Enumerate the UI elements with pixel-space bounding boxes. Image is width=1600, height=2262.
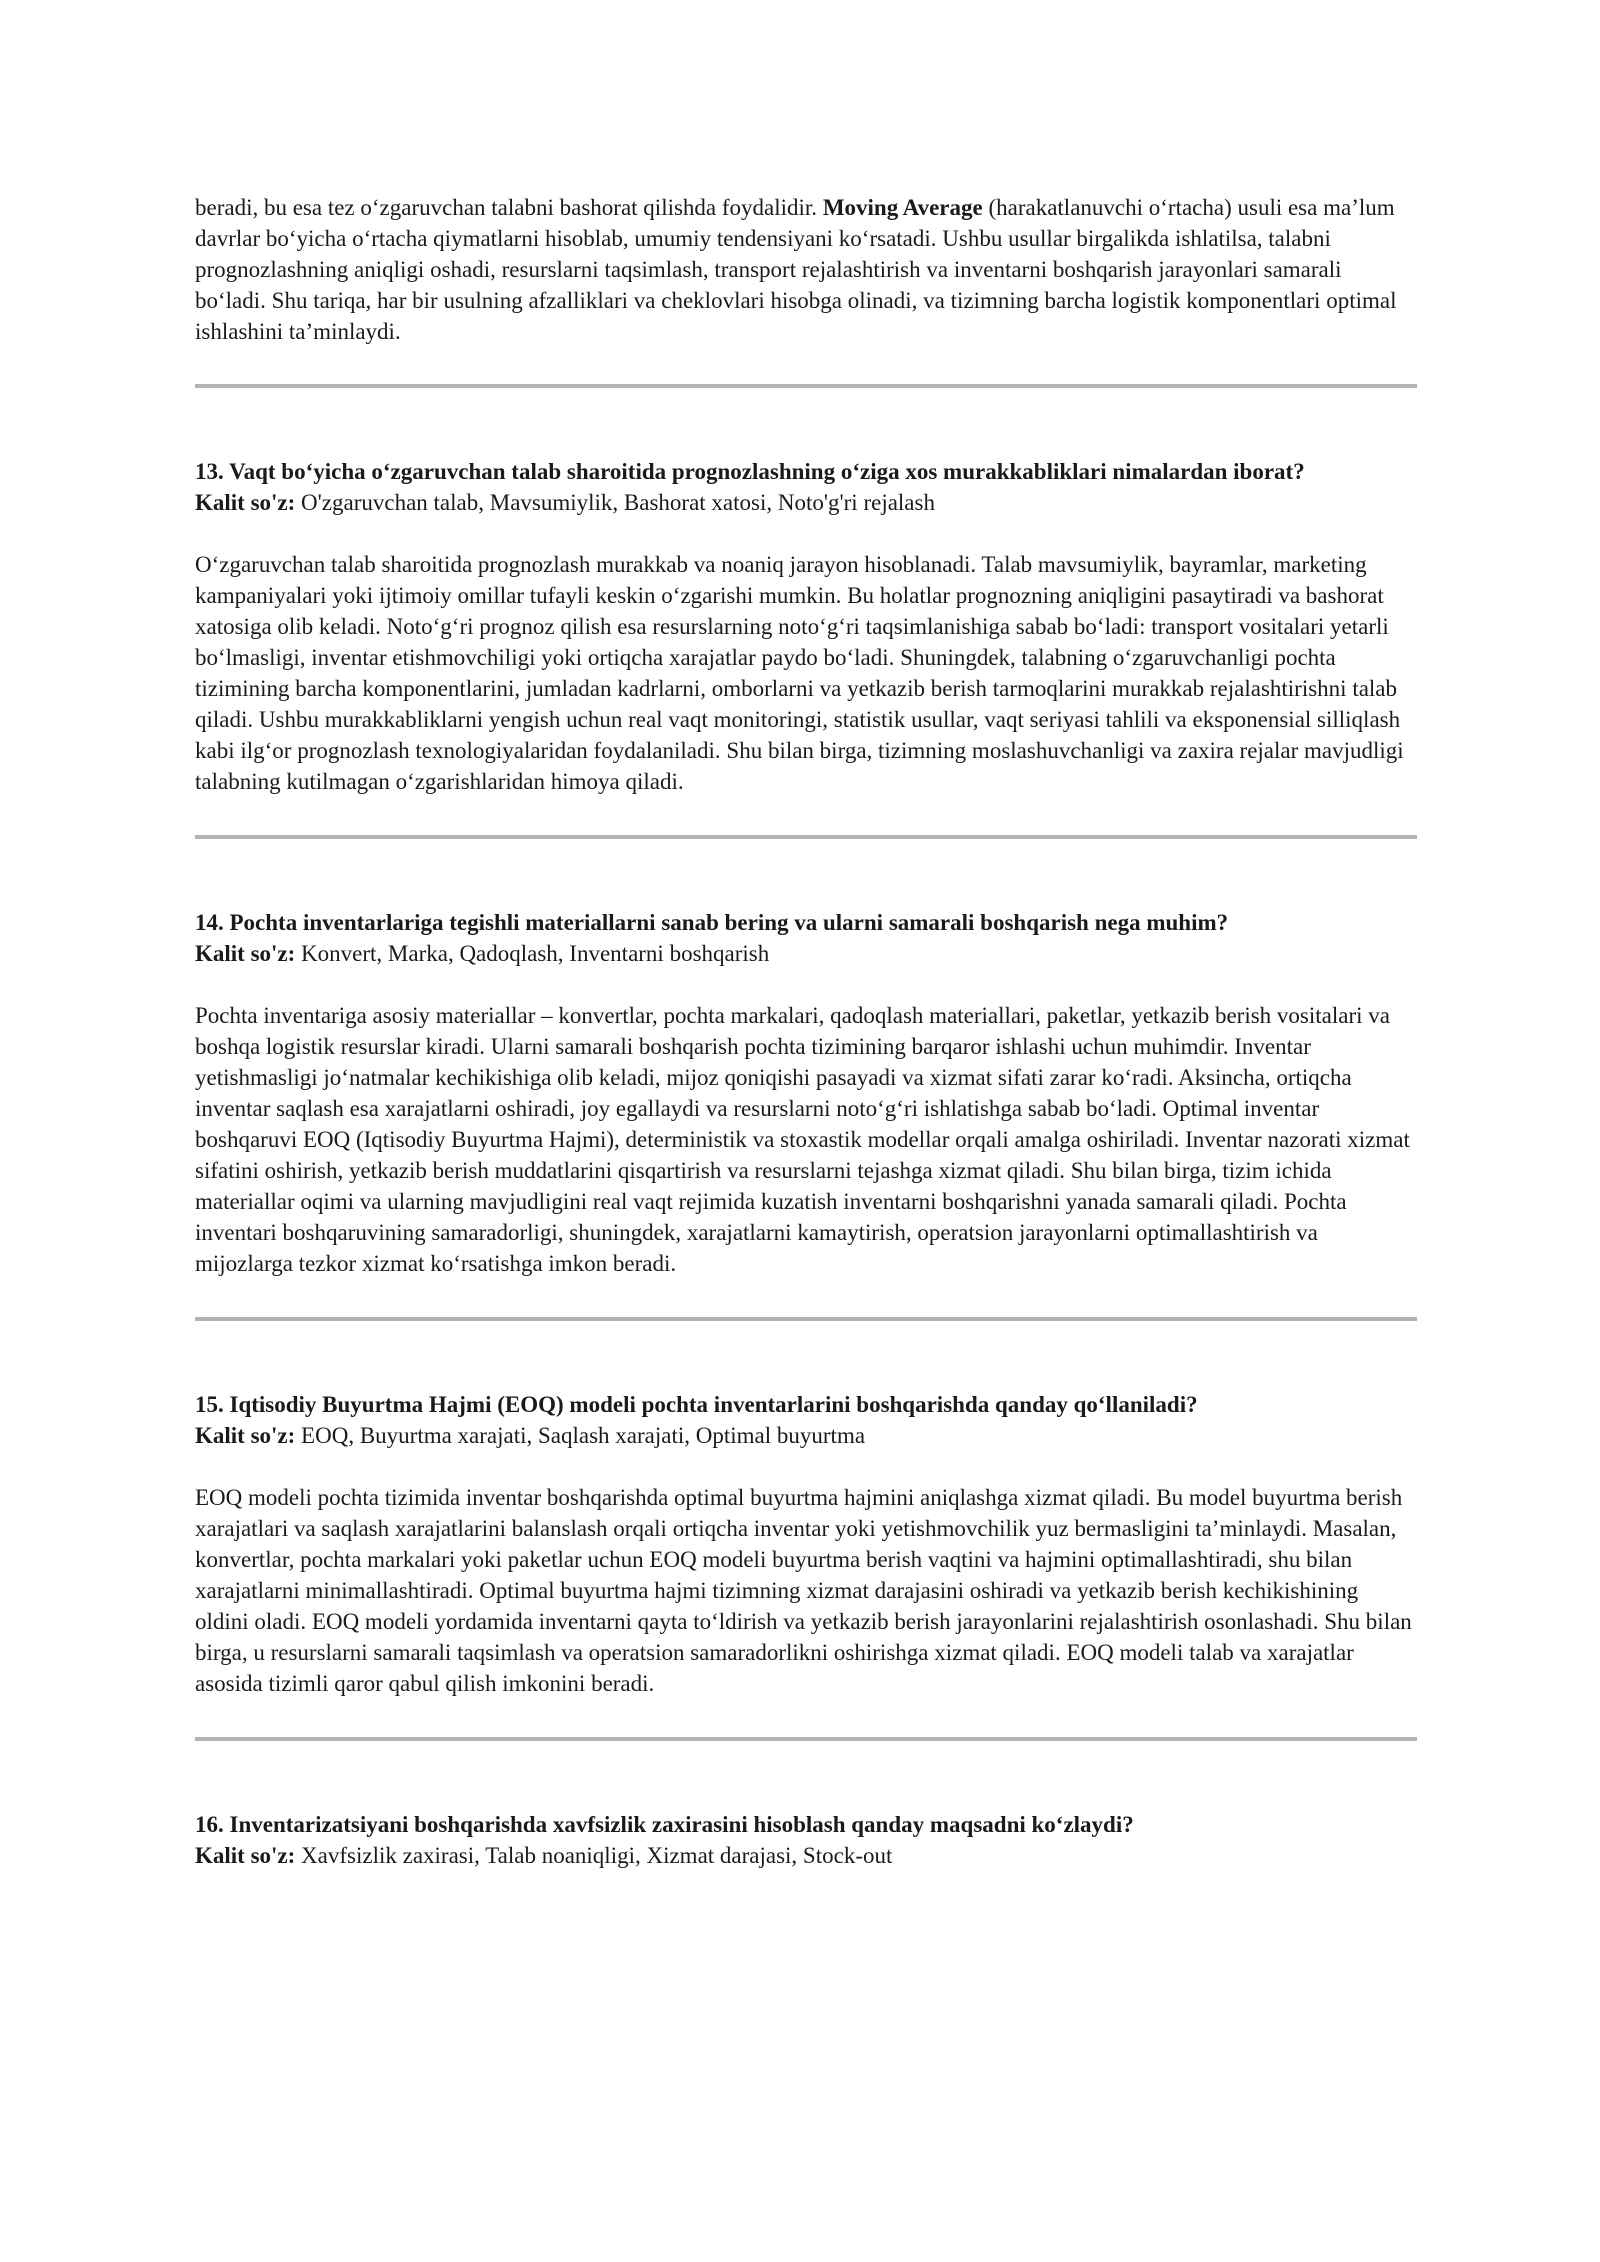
intro-text-part2: (harakatlanuvchi o‘rtacha) usuli esa ma’lum davrlar bo‘yicha o‘rtacha qiymatlarni hisoblab, umumiy tendensiyani ko‘rsatadi. Ushbu usullar birgalikda ishlatilsa, talabni prognozlashning aniqligi oshadi, resurslarni taqsimlash, transport rejalashtirish va inventarni boshqarish jarayonlari samarali bo‘ladi. Shu tariqa, har bir usulning afzalliklari va cheklovlari hisobga olinadi, va tizimning barcha logistik komponentlari optimal ishlashini ta’minlaydi. [195,195,1397,344]
question-title: 16. Inventarizatsiyani boshqarishda xavfsizlik zaxirasini hisoblash qanday maqsadni ko‘zlaydi? [195,1812,1134,1837]
section-divider [195,835,1417,839]
keywords-value: O'zgaruvchan talab, Mavsumiylik, Bashorat xatosi, Noto'g'ri rejalash [295,490,935,515]
keywords-label: Kalit so'z: [195,1423,296,1448]
question-section-16 [195,1809,1417,1871]
answer-text: Pochta inventariga asosiy materiallar – konvertlar, pochta markalari, qadoqlash materiallari, paketlar, yetkazib berish vositalari va boshqa logistik resurslar kiradi. Ularni samarali boshqarish pochta tizimining barqaror ishlashi uchun muhimdir. Inventar yetishmasligi jo‘natmalar kechikishiga olib keladi, mijoz qoniqishi pasayadi va xizmat sifati zarar ko‘radi. Aksincha, ortiqcha inventar saqlash esa xarajatlarni oshiradi, joy egallaydi va resurslarni noto‘g‘ri ishlatishga sabab bo‘ladi. Optimal inventar boshqaruvi EOQ (Iqtisodiy Buyurtma Hajmi), deterministik va stoxastik modellar orqali amalga oshiriladi. Inventar nazorati xizmat sifatini oshirish, yetkazib berish muddatlarini qisqartirish va resurslarni tejashga xizmat qiladi. Shu bilan birga, tizim ichida materiallar oqimi va ularning mavjudligini real vaqt rejimida kuzatish inventarni boshqarishni yanada samarali qiladi. Pochta inventari boshqaruvining samaradorligi, shuningdek, xarajatlarni kamaytirish, operatsion jarayonlarni optimallashtirish va mijozlarga tezkor xizmat ko‘rsatishga imkon beradi. [195,1003,1410,1276]
keywords-value: Konvert, Marka, Qadoqlash, Inventarni boshqarish [295,941,770,966]
answer-text: EOQ modeli pochta tizimida inventar boshqarishda optimal buyurtma hajmini aniqlashga xizmat qiladi. Bu model buyurtma berish xarajatlari va saqlash xarajatlarini balanslash orqali ortiqcha inventar yoki yetishmovchilik yuz bermasligini ta’minlaydi. Masalan, konvertlar, pochta markalari yoki paketlar uchun EOQ modeli buyurtma berish vaqtini va hajmini optimallashtiradi, shu bilan xarajatlarni minimallashtiradi. Optimal buyurtma hajmi tizimning xizmat darajasini oshiradi va yetkazib berish kechikishining oldini oladi. EOQ modeli yordamida inventarni qayta to‘ldirish va yetkazib berish jarayonlarini rejalashtirish osonlashadi. Shu bilan birga, u resurslarni samarali taqsimlash va operatsion samaradorlikni oshirishga xizmat qiladi. EOQ modeli talab va xarajatlar asosida tizimli qaror qabul qilish imkonini beradi. [195,1485,1412,1696]
section-divider [195,1737,1417,1741]
question-section-15 [195,1389,1417,1699]
question-title: 15. Iqtisodiy Buyurtma Hajmi (EOQ) modeli pochta inventarlarini boshqarishda qanday qo‘llaniladi? [195,1392,1198,1417]
keywords-line [195,487,1417,518]
keywords-value: EOQ, Buyurtma xarajati, Saqlash xarajati, Optimal buyurtma [295,1423,866,1448]
intro-bold-term: Moving Average [822,195,983,220]
answer-text: O‘zgaruvchan talab sharoitida prognozlash murakkab va noaniq jarayon hisoblanadi. Talab mavsumiylik, bayramlar, marketing kampaniyalari yoki ijtimoiy omillar tufayli keskin o‘zgarishi mumkin. Bu holatlar prognozning aniqligini pasaytiradi va bashorat xatosiga olib keladi. Noto‘g‘ri prognoz qilish esa resurslarning noto‘g‘ri taqsimlanishiga sabab bo‘ladi: transport vositalari yetarli bo‘lmasligi, inventar etishmovchiligi yoki ortiqcha xarajatlar paydo bo‘ladi. Shuningdek, talabning o‘zgaruvchanligi pochta tizimining barcha komponentlarini, jumladan kadrlarni, omborlarni va yetkazib berish tarmoqlarini murakkab rejalashtirishni talab qiladi. Ushbu murakkabliklarni yengish uchun real vaqt monitoringi, statistik usullar, vaqt seriyasi tahlili va eksponensial silliqlash kabi ilg‘or prognozlash texnologiyalaridan foydalaniladi. Shu bilan birga, tizimning moslashuvchanligi va zaxira rejalar mavjudligi talabning kutilmagan o‘zgarishlaridan himoya qiladi. [195,552,1404,794]
question-title: 13. Vaqt bo‘yicha o‘zgaruvchan talab sharoitida prognozlashning o‘ziga xos murakkabliklari nimalardan iborat? [195,459,1305,484]
keywords-label: Kalit so'z: [195,490,296,515]
section-divider [195,384,1417,388]
keywords-line [195,938,1417,969]
section-divider [195,1317,1417,1321]
question-section-13 [195,456,1417,797]
keywords-value: Xavfsizlik zaxirasi, Talab noaniqligi, Xizmat darajasi, Stock-out [295,1843,893,1868]
keywords-label: Kalit so'z: [195,941,296,966]
document-page [195,192,1417,1871]
intro-text-part1: beradi, bu esa tez o‘zgaruvchan talabni bashorat qilishda foydalidir. [195,195,823,220]
keywords-line [195,1840,1417,1871]
intro-text [195,192,1417,347]
keywords-label: Kalit so'z: [195,1843,296,1868]
intro-paragraph [195,192,1417,347]
question-section-14 [195,907,1417,1279]
keywords-line [195,1420,1417,1451]
question-title: 14. Pochta inventarlariga tegishli materiallarni sanab bering va ularni samarali boshqarish nega muhim? [195,910,1229,935]
